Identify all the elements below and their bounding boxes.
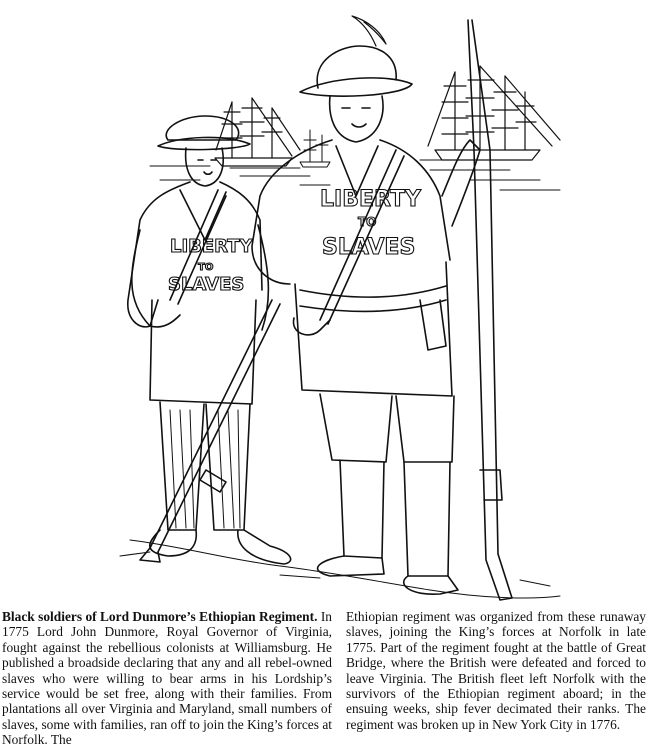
ship-right (428, 66, 560, 160)
caption (0, 609, 650, 750)
right-shirt-line-3: SLAVES (322, 235, 416, 260)
left-shirt-line-1: LIBERTY (170, 236, 253, 257)
caption-left-text: In 1775 Lord John Dunmore, Royal Governor of Virginia, fought against the rebellious colonists at Williamsburg. He published a broadside declaring that any and all rebel-owned slaves who were willing to bear arms in his Lordship’s service would be set free, along with their families. From plantations all over Virginia and Maryland, small numbers of slaves, some with families, ran off to join the King’s forces at Norfolk. The (2, 609, 332, 748)
water-lines (150, 160, 560, 190)
right-soldier-shirt-text (320, 187, 422, 260)
right-shirt-line-2: TO (358, 215, 377, 229)
ground (120, 540, 560, 598)
caption-right-column (346, 609, 646, 750)
right-soldier (252, 16, 512, 600)
left-shirt-line-3: SLAVES (168, 274, 245, 295)
right-shirt-line-1: LIBERTY (320, 187, 421, 212)
caption-left-column (2, 609, 332, 750)
caption-right-text: Ethiopian regiment was organized from these runaway slaves, joining the King’s forces at Norfolk in late 1775. Part of the regiment fought at the battle of Great Bridge, where the British were defeated and forced to leave Virginia. The British fleet left Norfolk with the survivors of the Ethiopian regiment aboard; in the ensuing weeks, ship fever decimated their ranks. The regiment was broken up in New York City in 1776. (346, 609, 646, 732)
left-shirt-line-2: TO (198, 262, 214, 273)
caption-title: Black soldiers of Lord Dunmore’s Ethiopian Regiment. (2, 609, 318, 624)
ship-far (300, 130, 330, 167)
ship-left (215, 98, 300, 166)
left-soldier-shirt-text (168, 236, 254, 295)
